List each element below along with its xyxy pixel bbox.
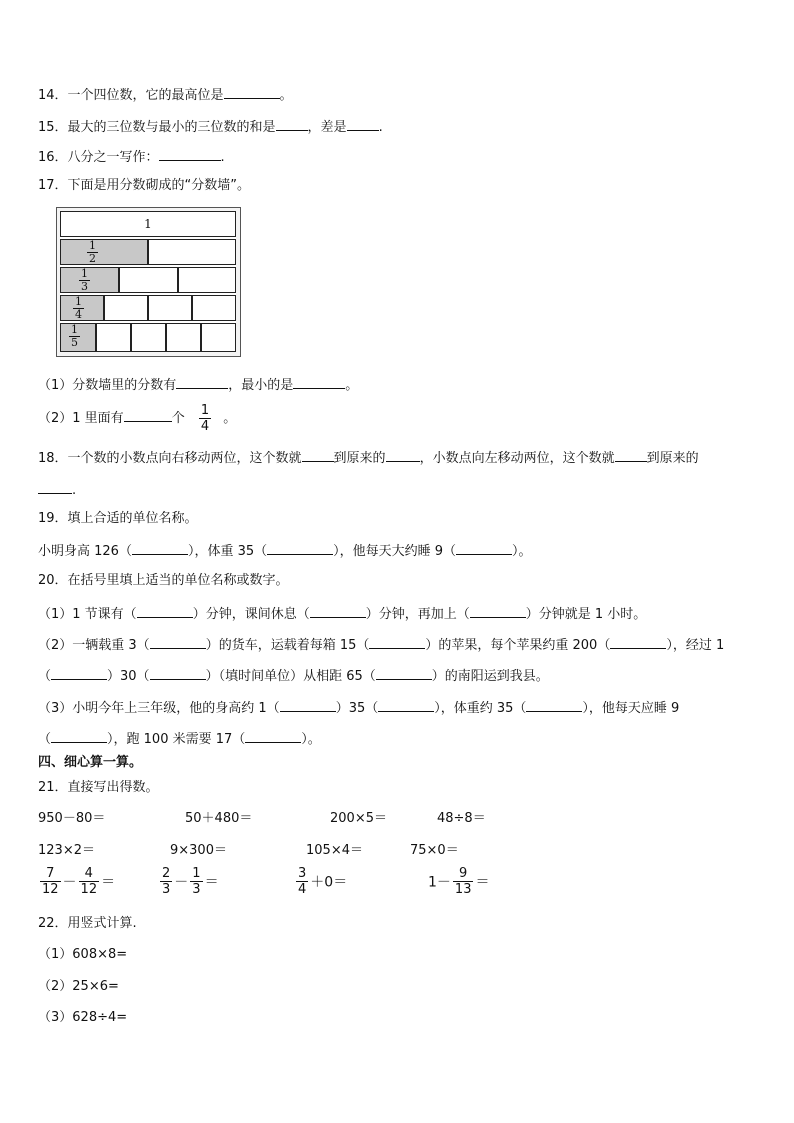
fraction: $\frac{7}{12}$ (42, 866, 59, 897)
operator: － (174, 874, 189, 891)
wall-fraction: $\frac{1}{2}$ (89, 239, 96, 265)
vertical-calc-item: （1）608×8= (38, 947, 128, 962)
fraction: $\frac{3}{4}$ (298, 866, 307, 897)
question-text: ）。 (301, 732, 321, 747)
calc-item: 105×4＝ (306, 843, 363, 858)
question-17-1 (38, 374, 358, 395)
question-text: ），跑 100 米需要 17（ (107, 732, 246, 747)
question-20-title: 20．在括号里填上适当的单位名称或数字。 (38, 573, 289, 588)
question-text: 14．一个四位数，它的最高位是 (38, 88, 224, 103)
question-20-3 (38, 697, 679, 718)
answer-blank[interactable] (38, 479, 72, 494)
question-19-title: 19．填上合适的单位名称。 (38, 511, 198, 526)
wall-fraction: $\frac{1}{3}$ (81, 267, 88, 293)
question-text: ），经过 1 (666, 638, 725, 653)
question-17-title: 17．下面是用分数砌成的“分数墙”。 (38, 178, 251, 193)
fraction-calc-item (428, 866, 489, 897)
fraction: $\frac{1}{3}$ (192, 866, 201, 897)
wall-cell (131, 323, 166, 352)
question-text: （ (38, 669, 52, 684)
question-text: （ (38, 732, 52, 747)
question-text: 到原来的 (333, 451, 386, 466)
wall-cell-shaded (60, 239, 148, 265)
question-text: ），他每天应睡 9 (582, 701, 680, 716)
question-text: （2）1 里面有 (38, 411, 124, 426)
question-text: （3）小明今年上三年级，他的身高约 1（ (38, 701, 280, 716)
vertical-calc-item: （2）25×6= (38, 979, 119, 994)
question-text: ）35（ (335, 701, 379, 716)
section-heading: 四、细心算一算。 (38, 755, 143, 770)
question-20-2 (38, 634, 724, 655)
question-18-cont (38, 479, 76, 500)
question-text: ）分钟就是 1 小时。 (525, 607, 647, 622)
question-15 (38, 116, 383, 137)
fraction: $\frac{2}{3}$ (162, 866, 171, 897)
question-20-1 (38, 603, 646, 624)
fraction: $\frac{4}{12}$ (80, 866, 98, 897)
question-text: 16．八分之一写作： (38, 150, 159, 165)
wall-row-quarters (60, 295, 236, 323)
wall-fraction: $\frac{1}{5}$ (71, 323, 78, 349)
answer-blank[interactable] (293, 374, 345, 389)
question-text: ），他每天大约睡 9（ (333, 544, 457, 559)
answer-blank[interactable] (245, 728, 301, 743)
calc-item: 950－80＝ (38, 811, 106, 826)
answer-blank[interactable] (150, 665, 206, 680)
wall-cell (148, 295, 192, 321)
punctuation: 。 (279, 88, 293, 103)
answer-blank[interactable] (159, 146, 221, 161)
question-text: ），体重 35（ (187, 544, 268, 559)
equals: ＝ (101, 874, 116, 891)
wall-row-thirds (60, 267, 236, 295)
wall-cell (96, 323, 131, 352)
answer-blank[interactable] (376, 665, 432, 680)
question-text: 到原来的 (646, 451, 699, 466)
answer-blank[interactable] (347, 116, 379, 131)
question-text: ）。 (512, 544, 532, 559)
wall-row-halves (60, 239, 236, 267)
answer-blank[interactable] (310, 603, 366, 618)
wall-fraction: $\frac{1}{4}$ (75, 295, 82, 321)
question-19-body (38, 540, 532, 561)
calc-item: 50＋480＝ (185, 811, 253, 826)
answer-blank[interactable] (386, 447, 420, 462)
question-text: （2）一辆载重 3（ (38, 638, 150, 653)
answer-blank[interactable] (615, 447, 647, 462)
question-text: ，小数点向左移动两位，这个数就 (419, 451, 615, 466)
calc-item: 123×2＝ (38, 843, 95, 858)
equals: ＝ (475, 874, 490, 891)
vertical-calc-item: （3）628÷4= (38, 1010, 128, 1025)
fraction-calc-item (294, 866, 347, 897)
question-21-title: 21．直接写出得数。 (38, 780, 159, 795)
operator: 1－ (428, 874, 451, 891)
wall-cell-shaded (60, 323, 96, 352)
question-text: ）分钟，再加上（ (365, 607, 470, 622)
wall-cell (192, 295, 236, 321)
wall-row-whole (60, 211, 236, 239)
answer-blank[interactable] (224, 84, 280, 99)
answer-blank[interactable] (280, 697, 336, 712)
answer-blank[interactable] (378, 697, 434, 712)
question-17-2 (38, 402, 236, 436)
calc-item: 9×300＝ (170, 843, 227, 858)
question-text: （1）分数墙里的分数有 (38, 378, 177, 393)
wall-cell-one: 1 (60, 211, 236, 237)
answer-blank[interactable] (137, 603, 193, 618)
question-22-title: 22．用竖式计算. (38, 916, 137, 931)
punctuation: 。 (345, 378, 359, 393)
question-text: 15．最大的三位数与最小的三位数的和是 (38, 120, 276, 135)
fraction-wall (56, 207, 241, 357)
question-text: 18．一个数的小数点向右移动两位，这个数就 (38, 451, 302, 466)
wall-cell-shaded (60, 267, 119, 293)
answer-blank[interactable] (132, 540, 188, 555)
answer-blank[interactable] (276, 116, 308, 131)
answer-blank[interactable] (610, 634, 666, 649)
question-20-3-cont (38, 728, 321, 749)
calc-item: 48÷8＝ (437, 811, 486, 826)
question-20-2-cont (38, 665, 549, 686)
equals: ＝ (204, 874, 219, 891)
answer-blank[interactable] (150, 634, 206, 649)
answer-blank[interactable] (124, 407, 172, 422)
question-text: ）的货车，运载着每箱 15（ (205, 638, 370, 653)
fraction-calc-item (158, 866, 219, 897)
question-text: ）30（ (107, 669, 150, 684)
calc-item: 75×0＝ (410, 843, 459, 858)
calc-item: 200×5＝ (330, 811, 387, 826)
fraction-one-quarter: $\frac{1}{4}$ (200, 403, 210, 434)
wall-row-fifths (60, 323, 236, 351)
wall-cell-shaded (60, 295, 104, 321)
punctuation: 。 (223, 411, 237, 426)
operator: ＋0＝ (310, 874, 348, 891)
answer-blank[interactable] (51, 728, 107, 743)
punctuation: . (72, 483, 77, 498)
wall-cell (119, 267, 178, 293)
question-text: 个 (171, 411, 185, 426)
question-16 (38, 146, 225, 167)
fraction: $\frac{9}{13}$ (454, 866, 472, 897)
question-text: ，差是 (307, 120, 347, 135)
question-text: 小明身高 126（ (38, 544, 132, 559)
wall-cell (201, 323, 236, 352)
answer-blank[interactable] (51, 665, 107, 680)
question-text: ）分钟，课间休息（ (192, 607, 310, 622)
wall-cell (166, 323, 201, 352)
question-14 (38, 84, 293, 105)
answer-blank[interactable] (526, 697, 582, 712)
answer-blank[interactable] (456, 540, 512, 555)
question-text: ），体重约 35（ (434, 701, 527, 716)
punctuation: . (378, 120, 383, 135)
answer-blank[interactable] (267, 540, 333, 555)
punctuation: . (220, 150, 225, 165)
question-18 (38, 447, 699, 468)
answer-blank[interactable] (470, 603, 526, 618)
question-text: （1）1 节课有（ (38, 607, 137, 622)
question-text: ）（填时间单位）从相距 65（ (205, 669, 376, 684)
wall-cell (148, 239, 236, 265)
wall-cell (104, 295, 148, 321)
answer-blank[interactable] (176, 374, 228, 389)
answer-blank[interactable] (302, 447, 334, 462)
answer-blank[interactable] (369, 634, 425, 649)
operator: － (62, 874, 77, 891)
question-text: ）的南阳运到我县。 (431, 669, 549, 684)
question-text: ）的苹果，每个苹果约重 200（ (425, 638, 611, 653)
fraction-calc-item (38, 866, 115, 897)
question-text: ，最小的是 (228, 378, 294, 393)
wall-cell (178, 267, 236, 293)
